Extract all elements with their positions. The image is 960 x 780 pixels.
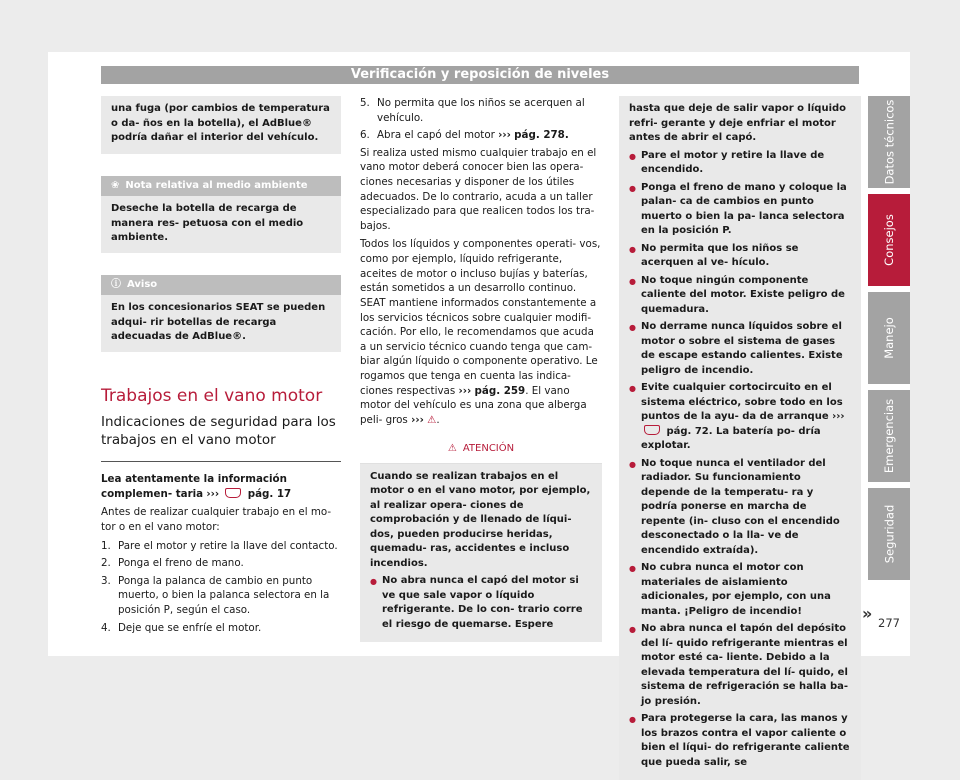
warning-triangle-icon[interactable]: ⚠ [427, 413, 437, 426]
battery-page-link[interactable]: pág. 72 [666, 425, 709, 437]
aviso-box [101, 275, 341, 352]
list-item: ● Pare el motor y retire la llave de encendido. [629, 149, 851, 178]
steps-list-2 [360, 96, 602, 143]
tab-consejos[interactable]: Consejos [868, 194, 910, 286]
leaf-icon: ❀ [111, 179, 120, 191]
list-item: ● No derrame nunca líquidos sobre el motor o sobre el sistema de gases de escape estando calientes. Existe peligro de incendio. [629, 320, 851, 378]
list-item: ● No permita que los niños se acerquen al ve- hículo. [629, 242, 851, 271]
env-note-header [101, 176, 341, 197]
reference-arrows: ››› [206, 487, 220, 500]
list-item: 4. Deje que se enfríe el motor. [101, 621, 262, 634]
list-item: 6. Abra el capó del motor ››› pág. 278. [360, 129, 569, 142]
list-item: 1. Pare el motor y retire la llave del contacto. [101, 539, 338, 552]
book-icon [225, 488, 241, 498]
warning-continuation: hasta que deje de salir vapor o líquido refri- gerante y deje enfriar el motor antes de abrir el capó. [629, 103, 847, 143]
book-icon [644, 425, 660, 435]
aviso-title: Aviso [127, 278, 158, 290]
warning-title: ATENCIÓN [462, 443, 515, 455]
list-item: ● No toque nunca el ventilador del radiador. Su funcionamiento depende de la temperatu- ra y podría ponerse en marcha de repente (in- cluso con el encendido desconectado o la lla- ve de encendido extraída). [629, 457, 851, 559]
aviso-header [101, 275, 341, 296]
list-item: 5. No permita que los niños se acerquen al vehículo. [360, 97, 585, 124]
hood-page-link[interactable]: pág. 278. [514, 129, 569, 142]
warning-triangle-icon: ⚠ [447, 443, 457, 455]
intro-text: Antes de realizar cualquier trabajo en el mo- tor o en el vano motor: [101, 506, 332, 534]
list-item: 3. Ponga la palanca de cambio en punto muerto, o bien la palanca selectora en la posición P, según el caso. [101, 574, 330, 617]
page-header: Verificación y reposición de niveles [101, 66, 859, 84]
aviso-body: En los concesionarios SEAT se pueden adqui- rir botellas de recarga adecuadas de AdBlue®. [111, 302, 326, 342]
list-item: ● No cubra nunca el motor con materiales de aislamiento adicionales, por ejemplo, con una manta. ¡Peligro de incendio! [629, 561, 851, 619]
steps-list-1 [101, 539, 341, 636]
continue-arrow: » [862, 604, 873, 623]
intro-reference: Lea atentamente la información complemen- taria ››› pág. 17 [101, 473, 292, 500]
divider [101, 461, 341, 462]
env-note-title: Nota relativa al medio ambiente [125, 179, 308, 191]
env-note-box [101, 176, 341, 253]
column-middle [360, 96, 602, 642]
tab-manejo[interactable]: Manejo [868, 292, 910, 384]
env-note-body: Deseche la botella de recarga de manera res- petuosa con el medio ambiente. [111, 203, 304, 243]
subsection-title: Indicaciones de seguridad para los trabajos en el vano motor [101, 413, 336, 448]
warning-box-continued [619, 96, 861, 780]
paragraph-1: Si realiza usted mismo cualquier trabajo en el vano motor deberá conocer bien las opera- ciones necesarias y disponer de los útiles adecuados. De lo contrario, acuda a un taller especializado para que realicen todos los tra- bajos. [360, 146, 597, 232]
list-item: ● No abra nunca el tapón del depósito del lí- quido refrigerante mientras el motor esté ca- liente. Debido a la elevada temperatura del lí- quido, el sistema de refrigeración se halla ba- jo presión. [629, 622, 851, 709]
top-box-text: una fuga (por cambios de temperatura o da- ños en la botella), el AdBlue® podría dañar el interior del vehículo. [111, 103, 330, 143]
warning-box [360, 437, 602, 642]
list-item: ● Para protegerse la cara, las manos y los brazos contra el vapor caliente o bien el líqui- do refrigerante caliente que pueda salir, se [629, 712, 851, 770]
page-number: 277 [878, 616, 900, 630]
list-item: ● Ponga el freno de mano y coloque la palan- ca de cambios en punto muerto o bien la pa- lanca selectora en la posición P. [629, 181, 851, 239]
list-item: ● No abra nunca el capó del motor si ve que sale vapor o líquido refrigerante. De lo con- trario corre el riesgo de quemarse. Espere [370, 574, 592, 632]
info-icon: ⓘ [111, 278, 121, 290]
list-item: ● No toque ningún componente caliente del motor. Existe peligro de quemadura. [629, 274, 851, 318]
warning-intro: Cuando se realizan trabajos en el motor o en el vano motor, por ejemplo, al realizar opera- ciones de comprobación y de llenado de líqui- dos, pueden producirse heridas, quemadu- ras, accidentes e incluso incendios. [370, 470, 591, 569]
top-warning-continuation [101, 96, 341, 154]
intro-page-link[interactable]: pág. 17 [247, 487, 292, 500]
paragraph-2: Todos los líquidos y componentes operati- vos, como por ejemplo, líquido refrigerante, aceites de motor o incluso bujías y baterías, están sometidos a un desarrollo continuo. SEAT mantiene informados constantemente a los servicios técnicos sobre cualquier modifi- cación. Por ello, le recomendamos que acuda a un servicio técnico cuando tenga que cam- biar algún líquido o componente operativo. Le rogamos que tenga en cuenta las indica- ciones respectivas ››› pág. 259. El vano motor del vehículo es una zona que alberga peli- gros ››› ⚠. [360, 238, 601, 426]
column-right [619, 96, 861, 780]
tab-seguridad[interactable]: Seguridad [868, 488, 910, 580]
column-left [101, 96, 341, 638]
warning-header [360, 437, 602, 464]
tab-datos-tecnicos[interactable]: Datos técnicos [868, 96, 910, 188]
section-title: Trabajos en el vano motor [101, 385, 323, 406]
list-item: ● Evite cualquier cortocircuito en el sistema eléctrico, sobre todo en los puntos de la ayu- da de arranque ››› pág. 72. La batería po- dría explotar. [629, 381, 851, 454]
list-item: 2. Ponga el freno de mano. [101, 557, 244, 570]
tab-emergencias[interactable]: Emergencias [868, 390, 910, 482]
fluids-page-link[interactable]: pág. 259 [474, 384, 526, 397]
